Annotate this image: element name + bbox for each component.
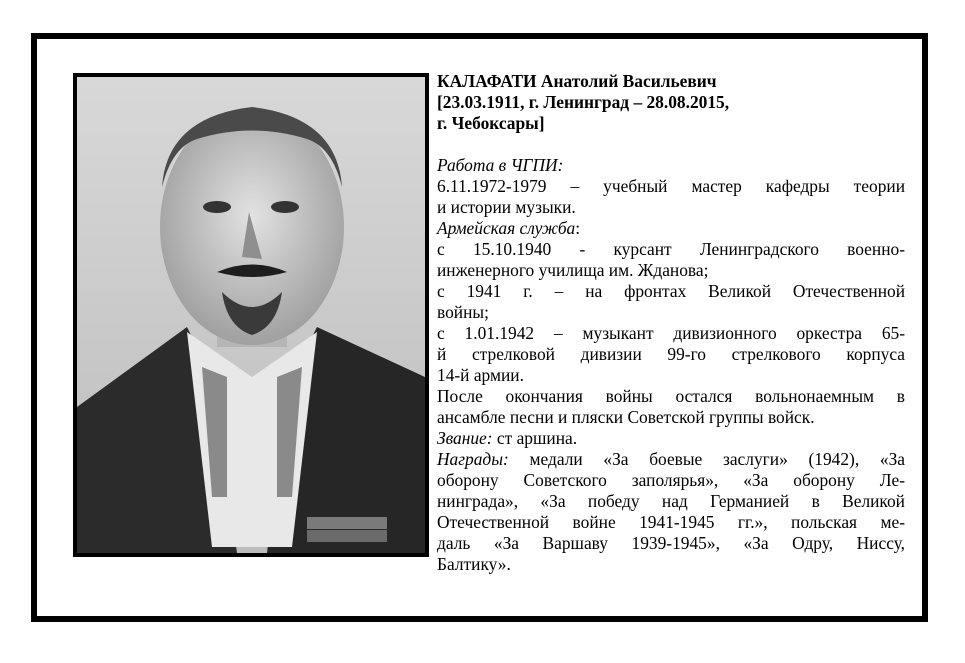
work-line: и истории музыки. [437, 197, 576, 217]
awards-line: Отечественной войне 1941-1945 гг.», польская ме- [437, 512, 905, 532]
army-line: й стрелковой дивизии 99-го стрелкового корпуса [437, 344, 905, 364]
work-heading: Работа в ЧГПИ: [437, 155, 564, 175]
army-heading-colon: : [575, 218, 581, 238]
army-line: войны; [437, 302, 489, 322]
army-line: с 15.10.1940 - курсант Ленинградского военно- [437, 239, 905, 259]
awards-line: нинграда», «За победу над Германией в Великой [437, 491, 905, 511]
rank-line [437, 428, 905, 449]
awards-line: даль «За Варшаву 1939-1945», «За Одру, Ниссу, [437, 533, 905, 553]
awards-label: Награды: [437, 449, 509, 469]
after-war-line: После окончания войны остался вольнонаемным в [437, 386, 905, 406]
army-heading: Армейская служба [437, 218, 576, 238]
work-line: 6.11.1972-1979 – учебный мастер кафедры теории [437, 176, 905, 196]
army-line: с 1.01.1942 – музыкант дивизионного оркестра 65- [437, 323, 905, 343]
after-war-line: ансамбле песни и пляски Советской группы войск. [437, 407, 815, 427]
awards-line: Балтику». [437, 554, 511, 574]
rank-label: Звание: [437, 428, 493, 448]
portrait-image [77, 77, 425, 553]
awards-line: оборону Советского заполярья», «За оборону Ле- [437, 470, 905, 490]
awards-line [437, 449, 905, 470]
person-name: КАЛАФАТИ Анатолий Васильевич [437, 71, 717, 91]
biography-text [437, 71, 905, 575]
army-line: 14-й армии. [437, 365, 524, 385]
portrait-photo [73, 73, 429, 557]
person-dates-line1: [23.03.1911, г. Ленинград – 28.08.2015, [437, 92, 730, 112]
memorial-card [31, 33, 928, 622]
army-line: с 1941 г. – на фронтах Великой Отечественной [437, 281, 905, 301]
army-heading-line [437, 218, 905, 239]
person-dates-line2: г. Чебоксары] [437, 113, 545, 133]
army-line: инженерного училища им. Жданова; [437, 260, 709, 280]
awards-text: медали «За боевые заслуги» (1942), «За [508, 449, 905, 469]
rank-value: ст аршина. [492, 428, 578, 448]
